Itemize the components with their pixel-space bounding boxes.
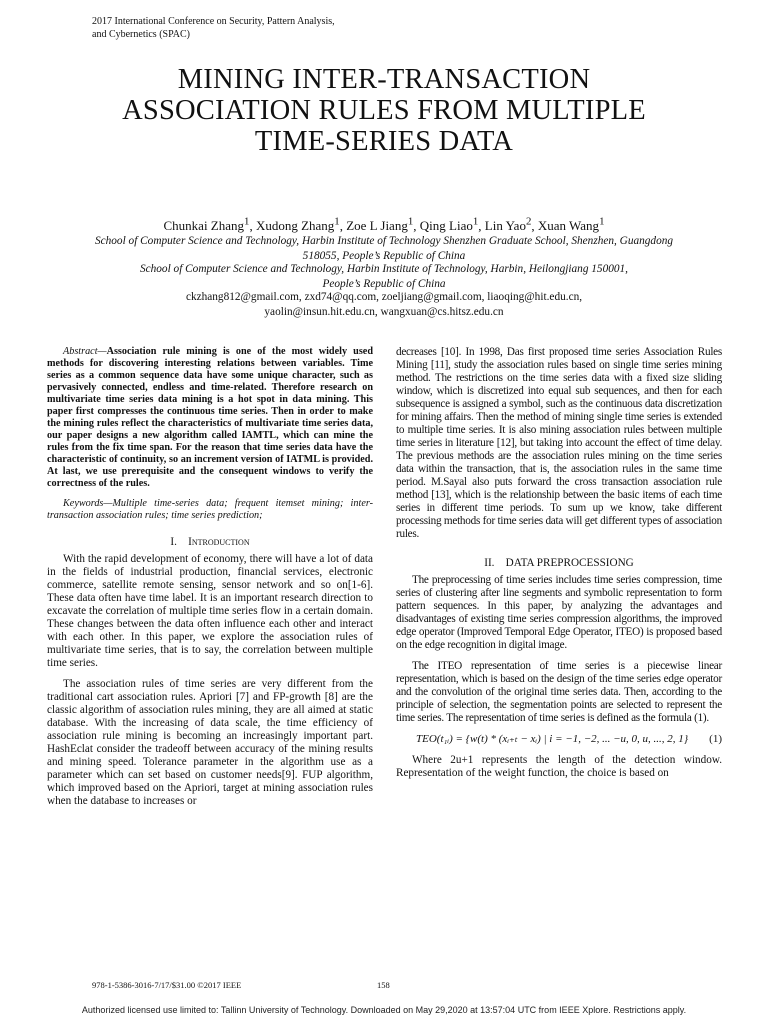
author: Qing Liao$^1$ bbox=[419, 216, 479, 234]
affiliation-1-line-1: School of Computer Science and Technology, Harbin Institute of Technology Shenzhen Graduate School, Shenzhen, Guangdong bbox=[94, 235, 674, 247]
intro-paragraph-1: With the rapid development of economy, there will have a lot of data in the fields of industrial production, financial services, electronic commerce, satellite remote sensing, sensor network and so on[1-6]. These data often have time label. It is an important research direction to excavate the correlation of multiple time series flow in a certain domain. These changes between the data often influence each other and interact with each other. In this paper, we explore the association rules of multivariate time series, that is to say, the correlation between multiple time series. bbox=[47, 553, 373, 669]
abstract-label: Abstract— bbox=[63, 346, 107, 357]
author-list: Chunkai Zhang$^1$, Xudong Zhang$^1$, Zoe L Jiang$^1$, Qing Liao$^1$, Lin Yao$^2$, Xuan Wang$^1$ bbox=[163, 216, 605, 234]
emails-line-2: yaolin@insun.hit.edu.cn, wangxuan@cs.hitsz.edu.cn bbox=[264, 306, 504, 318]
equation-1 bbox=[396, 733, 722, 746]
title-line-3: TIME-SERIES DATA bbox=[254, 126, 514, 157]
continued-paragraph: decreases [10]. In 1998, Das first proposed time series Association Rules Mining [11], study the association rules based on single time series mining method. The restrictions on the time series data with a fixed size sliding window, which is discretized into equal sub sequences, and then for each subsequence is assigned a symbol, such as the continuous data discretization for mining affairs. Then the method of mining single time series is extended to multiple time series. It is also mining association rules between multiple time series in literature [12], but taking into account the effect of time delay. The previous methods are the association rules mining on the time series data within the transaction, that is, the association rules in the same time period. M.Sayal also puts forward the cross transaction association rule method [13], which is the relationship between the basic items of each time series in different time periods. To sum up we know, take different processing methods for time series data will get different types of association rules. bbox=[396, 346, 722, 540]
conference-line-1: 2017 International Conference on Security, Pattern Analysis, bbox=[92, 16, 335, 27]
emails-line-1: ckzhang812@gmail.com, zxd74@qq.com, zoeljiang@gmail.com, liaoqing@hit.edu.cn, bbox=[185, 291, 583, 303]
author: Chunkai Zhang$^1$ bbox=[163, 216, 250, 234]
intro-paragraph-2: The association rules of time series are very different from the traditional cart association rules. Apriori [7] and FP-growth [8] are the classic algorithm of association rules mining, they are all aimed at static database. With the increasing of data scale, the time efficiency of association rule mining is becoming an increasingly important part. HashEclat consider the tradeoff between accuracy of the mining results and mining speed. Tolerance parameter in the algorithm use as a parameter which can set based on customer needs[9]. FUP algorithm, which improved based on the Apriori, target at mining association rules when the database to increases or bbox=[47, 678, 373, 807]
abstract bbox=[47, 346, 373, 490]
affiliation-2-line-1: School of Computer Science and Technology, Harbin Institute of Technology, Harbin, Heilongjiang 150001, bbox=[139, 263, 629, 275]
preprocessing-paragraph-3: Where 2u+1 represents the length of the detection window. Representation of the weight function, the choice is based on bbox=[396, 754, 722, 779]
equation-1-number: (1) bbox=[709, 733, 722, 745]
equation-1-body: TEO(t₁ᵢ) = {w(t) * (xᵢ₊ₜ − xᵢ) | i = −1, −2, ... −u, 0, u, ..., 2, 1} bbox=[416, 733, 689, 745]
author: Lin Yao$^2$ bbox=[484, 216, 532, 234]
keywords bbox=[47, 498, 373, 522]
affiliation-2 bbox=[40, 262, 728, 292]
affiliation-1 bbox=[40, 234, 728, 264]
abstract-text: Association rule mining is one of the most widely used methods for discovering interesting relations between variables. Time series as a common sequence data have some unique character, such as pervasively connected, endless and time-related. Therefore research on multivariate time series data mining is a hot spot in data mining. This paper first compresses the continuous time series. Then in order to make the mining rules reflect the characteristics of multivariate time series data, our paper designs a new algorithm called IAMTL, which can mine the rules from the fix time span. For the reason that time series data have the characteristic of continuity, so an increment version of IATML is provided. At last, we use prerequisite and the consequent windows to verify the correctness of the rules. bbox=[47, 346, 373, 489]
author: Xudong Zhang$^1$ bbox=[255, 216, 340, 234]
right-column bbox=[396, 346, 722, 780]
left-column bbox=[47, 346, 373, 808]
preprocessing-paragraph-1: The preprocessing of time series includes time series compression, time series of clustering after line segments and symbolic representation to form pattern sequences. In this paper, by analyzing the advantages and disadvantages of existing time series compression algorithms, the improved edge operator (Improved Temporal Edge Operator, ITEO) is proposed based on the edge recognition in digital image. bbox=[396, 574, 722, 651]
page-number: 158 bbox=[377, 980, 390, 990]
author: Xuan Wang$^1$ bbox=[537, 216, 605, 234]
section-heading-introduction: I. Introduction bbox=[170, 536, 250, 548]
author-emails bbox=[40, 290, 728, 320]
author: Zoe L Jiang$^1$ bbox=[346, 216, 414, 234]
conference-header bbox=[92, 15, 335, 41]
footer-isbn: 978-1-5386-3016-7/17/$31.00 ©2017 IEEE bbox=[92, 980, 242, 990]
affiliation-2-line-2: People’s Republic of China bbox=[322, 278, 446, 290]
license-notice: Authorized licensed use limited to: Tallinn University of Technology. Downloaded on May 29,2020 at 13:57:04 UTC from IEEE Xplore. Restrictions apply. bbox=[81, 1005, 687, 1015]
title-line-2: ASSOCIATION RULES FROM MULTIPLE bbox=[122, 95, 646, 126]
keywords-label: Keywords— bbox=[63, 498, 113, 509]
keywords-text: Multiple time-series data; frequent itemset mining; inter-transaction association rules; time series prediction; bbox=[47, 498, 373, 521]
title-line-1: MINING INTER-TRANSACTION bbox=[177, 64, 591, 95]
affiliation-1-line-2: 518055, People’s Republic of China bbox=[302, 250, 466, 262]
conference-line-2: and Cybernetics (SPAC) bbox=[92, 29, 190, 40]
paper-title bbox=[40, 64, 728, 157]
preprocessing-paragraph-2: The ITEO representation of time series is a piecewise linear representation, which is based on the design of the time series edge operator and the convolution of the original time series data. Then, according to the principle of selection, the segmentation points are selected to represent the time series. The representation of time series is defined as the formula (1). bbox=[396, 660, 722, 724]
section-heading-data-preprocessing: II. DATA PREPROCESSIONG bbox=[484, 557, 634, 569]
